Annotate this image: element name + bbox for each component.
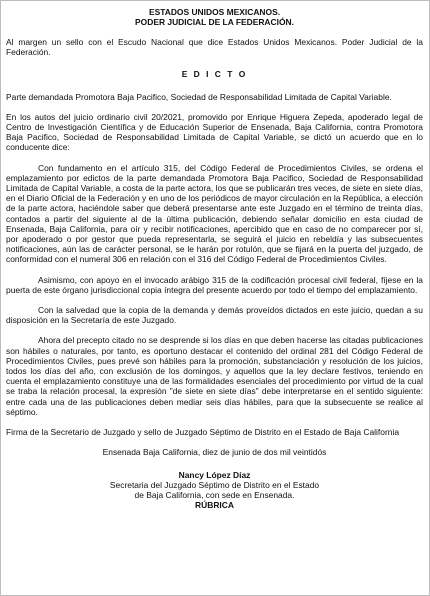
paragraph-asimismo: Asimismo, con apoyo en el invocado arábigo 315 de la codificación procesal civil federal, fíjese en la puerta de este órgano jurisdiccional copia íntegra del presente acuerdo por todo el tiempo del emplazamiento. — [6, 274, 423, 295]
rubrica-label: RÚBRICA — [195, 499, 234, 510]
paragraph-emplazamiento: Con fundamento en el artículo 315, del Código Federal de Procedimientos Civiles, se ordena el emplazamiento por edictos de la parte demandada Promotora Baja Pacifico, Sociedad de Responsabilidad Limitada de Capital Variable, a costa de la parte actora, los que se publicarán tres veces, de siete en siete días, en el Diario Oficial de la Federación y en uno de los periódicos de mayor circulación en la República, a elección de la parte actora, haciéndole saber que deberá presentarse ante este Juzgado en el término de treinta días, contados a partir del siguiente al de la última publicación, debiendo señalar domicilio en esta ciudad de Ensenada, Baja California, para oír y recibir notificaciones, apercibido que en caso de no comparecer por sí, por apoderado o por gestor que pueda representarla, se seguirá el juicio en rebeldía y las subsecuentes notificaciones, aún las de carácter personal, se le harán por rotulón, que se fijará en la puerta del juzgado, de conformidad con el numeral 306 en relación con el 316 del Código Federal de Procedimientos Civiles. — [6, 162, 423, 265]
signer-name: Nancy López Díaz — [178, 469, 251, 480]
edicto-title: E D I C T O — [181, 69, 248, 80]
paragraph-salvedad: Con la salvedad que la copia de la demanda y demás proveídos dictados en este juicio, quedan a su disposición en la Secretaría de este Juzgado. — [6, 305, 423, 326]
signature-block — [6, 470, 423, 510]
signer-role-line1: Secretaria del Juzgado Séptimo de Distrito en el Estado — [109, 479, 320, 490]
paragraph-intro: En los autos del juicio ordinario civil 20/2021, promovido por Enrique Higuera Zepeda, apoderado legal de Centro de Investigación Científica y de Educación Superior de Ensenada, Baja California, contra Promotora Baja Pacifico, Sociedad de Responsabilidad Limitada de Capital Variable, se dictó un acuerdo que en lo conducente dice: — [6, 111, 423, 153]
header-country: ESTADOS UNIDOS MEXICANOS. — [148, 7, 281, 17]
signer-role-line2: de Baja California, con sede en Ensenada. — [134, 489, 295, 500]
parte-demandada: Parte demandada Promotora Baja Pacifico, Sociedad de Responsabilidad Limitada de Capital Variable. — [6, 91, 392, 102]
place-date: Ensenada Baja California, diez de junio de dos mil veintidós — [102, 447, 327, 458]
edicto-document — [6, 7, 423, 510]
document-header — [6, 7, 423, 27]
seal-note: Al margen un sello con el Escudo Nacional que dice Estados Unidos Mexicanos. Poder Judicial de la Federación. — [6, 37, 423, 58]
firma-line: Firma de la Secretario de Juzgado y sello de Juzgado Séptimo de Distrito en el Estado de Baja California — [6, 427, 400, 438]
paragraph-dias-habiles: Ahora del precepto citado no se desprende si los días en que deben hacerse las citadas publicaciones son hábiles o naturales, por tanto, es oportuno destacar el contenido del ordinal 281 del Código Federal de Procedimientos Civiles, pues prevé son hábiles para la promoción, substanciación y resolución de los juicios, todos los días del año, con exclusión de los domingos, y aquellos que la ley declare festivos, teniendo en cuenta el emplazamiento constituye una de las formalidades esenciales del procedimiento por virtud de la cual se traba la relación procesal, la expresión "de siete en siete días" debe interpretarse en el sentido siguiente: entre cada una de las publicaciones deben mediar seis días hábiles, para que la subsecuente se realice al séptimo. — [6, 335, 423, 417]
header-judicial-power: PODER JUDICIAL DE LA FEDERACIÓN. — [135, 17, 294, 27]
